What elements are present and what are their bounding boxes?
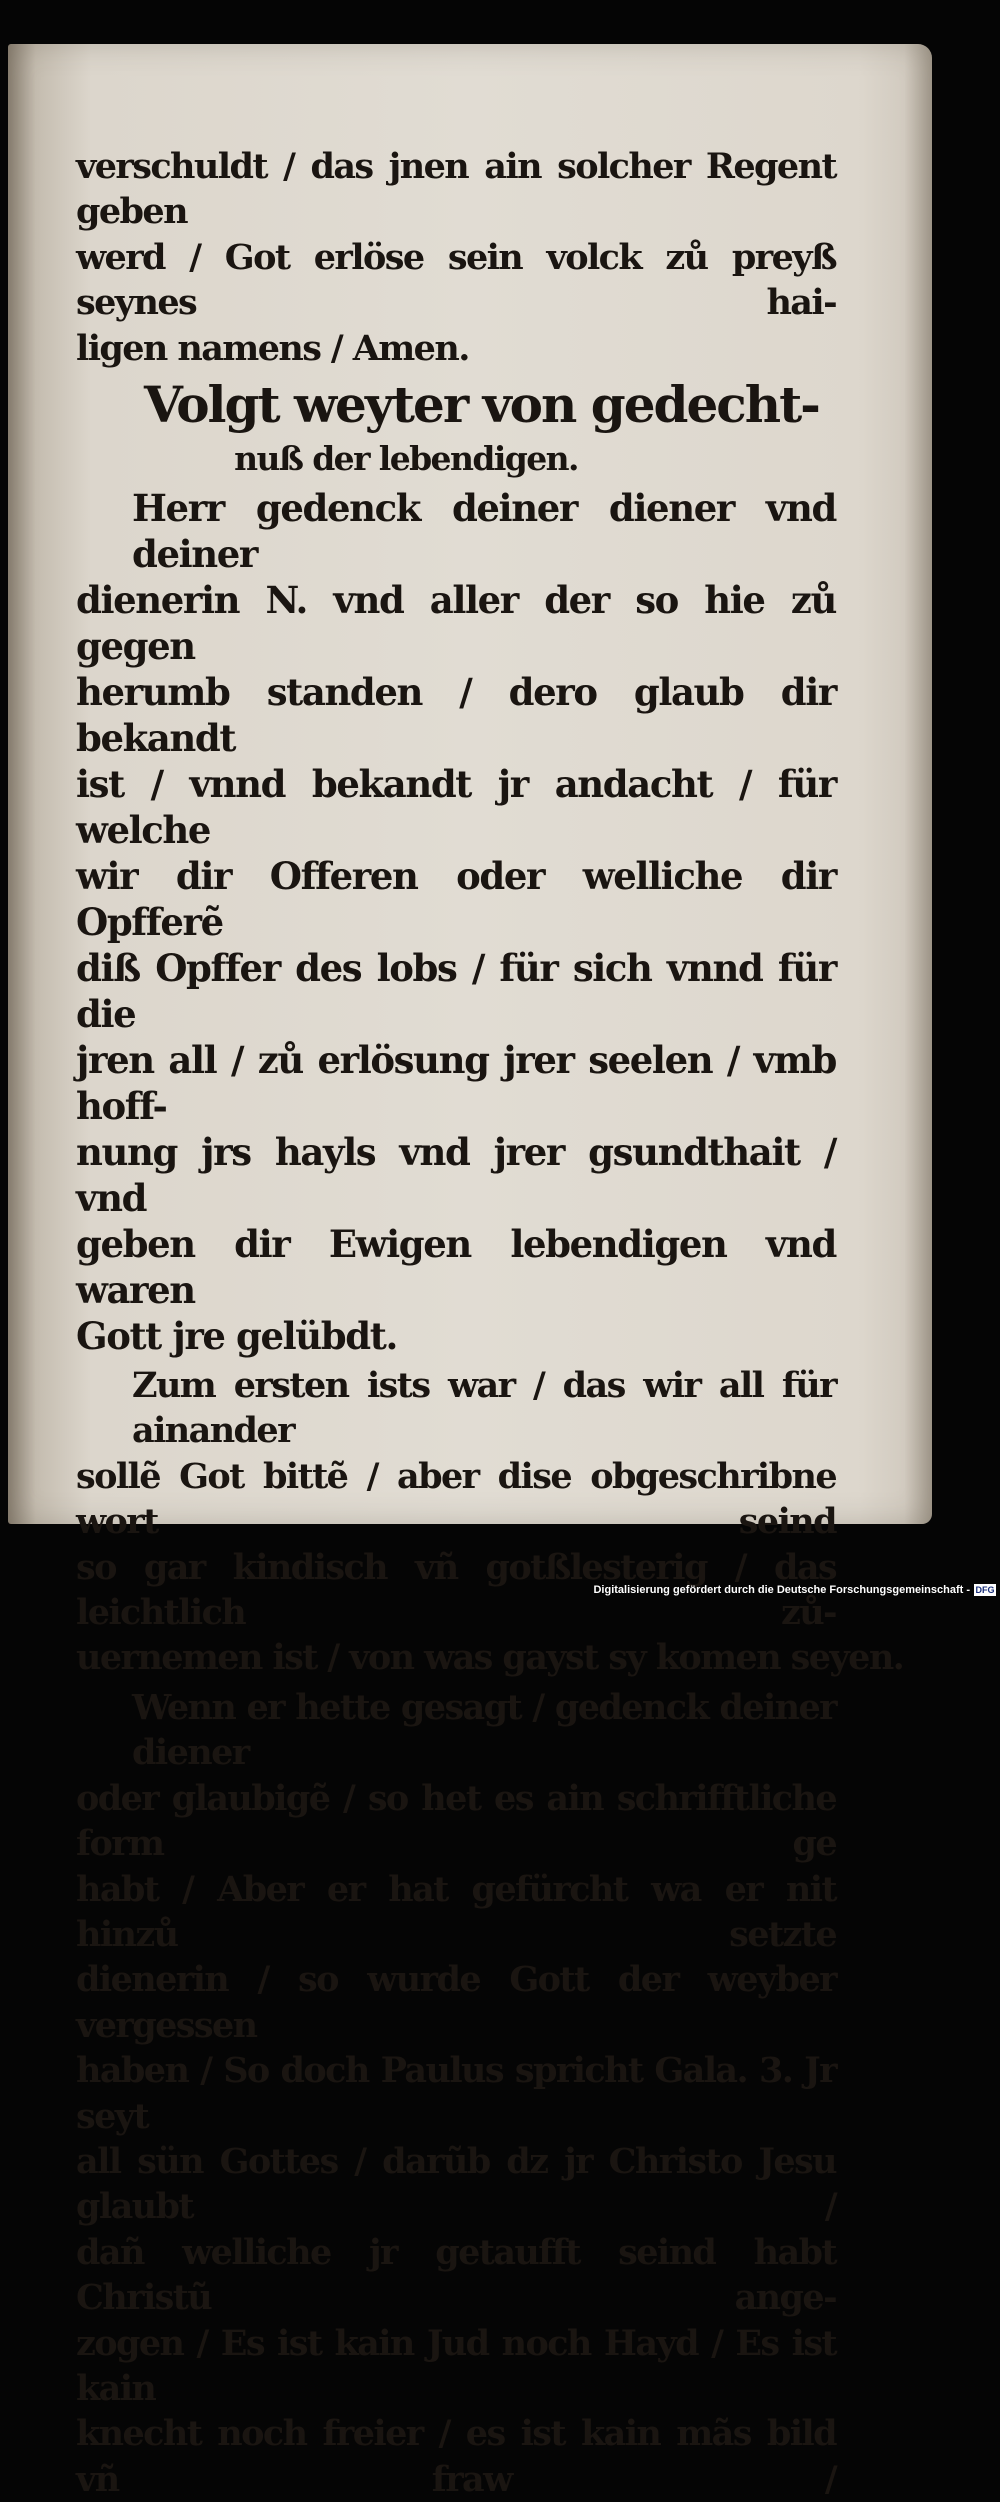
text-line: diß Opffer des lobs / für sich vnnd für die (76, 946, 836, 1037)
text-line: ligen namens / Amen. (76, 327, 469, 369)
text-line: habt / Aber er hat gefürcht wa er nit hinzů setzte (76, 1868, 836, 1955)
text-line: ist / vnnd bekandt jr andacht / für welche (76, 762, 836, 853)
text-line: Herr gedenck deiner diener vnd deiner (132, 486, 836, 577)
text-line: dañ welliche jr getaufft seind habt Christũ ange- (76, 2231, 836, 2319)
paragraph-prayer (76, 485, 836, 1359)
text-line: knecht noch freier / es ist kain mãs bild vñ fraw / (76, 2413, 836, 2500)
text-line: all sün Gottes / darũb dz jr Christo Jesu glaubt / (76, 2140, 836, 2228)
text-line: oder glaubigẽ / so het es ain schrifftliche form ge (76, 1777, 836, 1865)
text-line: Gott jre gelübdt. (76, 1314, 397, 1359)
text-line: zogen / Es ist kain Jud noch Hayd / Es ist kain (76, 2322, 836, 2409)
text-line: uernemen ist / von was gayst sy komen seyen. (76, 1637, 904, 1679)
text-line: wir dir Offeren oder welliche dir Opfferẽ (76, 854, 836, 945)
paragraph-commentary-2 (76, 1685, 836, 2502)
text-line: dienerin N. vnd aller der so hie zů gegen (76, 578, 836, 669)
text-line: haben / So doch Paulus spricht Gala. 3. Jr seyt (76, 2050, 836, 2137)
section-heading-sub: nuß der lebendigen. (234, 439, 578, 479)
text-line: so gar kindisch vñ gotßlesterig / das leichtlich zů- (76, 1546, 836, 1634)
text-line: jren all / zů erlösung jrer seelen / vmb hoff- (76, 1038, 836, 1129)
text-line: Zum ersten ists war / das wir all für ainander (132, 1365, 836, 1452)
paragraph-commentary-1 (76, 1363, 904, 1681)
text-line: herumb standen / dero glaub dir bekandt (76, 670, 836, 761)
text-line: werd / Got erlöse sein volck zů preyß seynes hai- (76, 236, 836, 324)
digitization-credit: Digitalisierung gefördert durch die Deutsche Forschungsgemeinschaft - (593, 1584, 970, 1596)
text-line: geben dir Ewigen lebendigen vnd waren (76, 1222, 836, 1313)
text-line: verschuldt / das jnen ain solcher Regent geben (76, 146, 836, 233)
text-line: sollẽ Got bittẽ / aber dise obgeschribne wort seind (76, 1455, 836, 1543)
section-heading: Volgt weyter von gedecht- (144, 375, 819, 435)
dfg-logo: DFG (975, 1585, 995, 1595)
text-line: Wenn er hette gesagt / gedenck deiner diener (132, 1686, 836, 1774)
page-text (76, 144, 904, 2502)
text-line: dienerin / so wurde Gott der weyber vergessen (76, 1959, 836, 2046)
text-line: nung jrs hayls vnd jrer gsundthait / vnd (76, 1130, 836, 1221)
paragraph-closing (76, 144, 836, 371)
